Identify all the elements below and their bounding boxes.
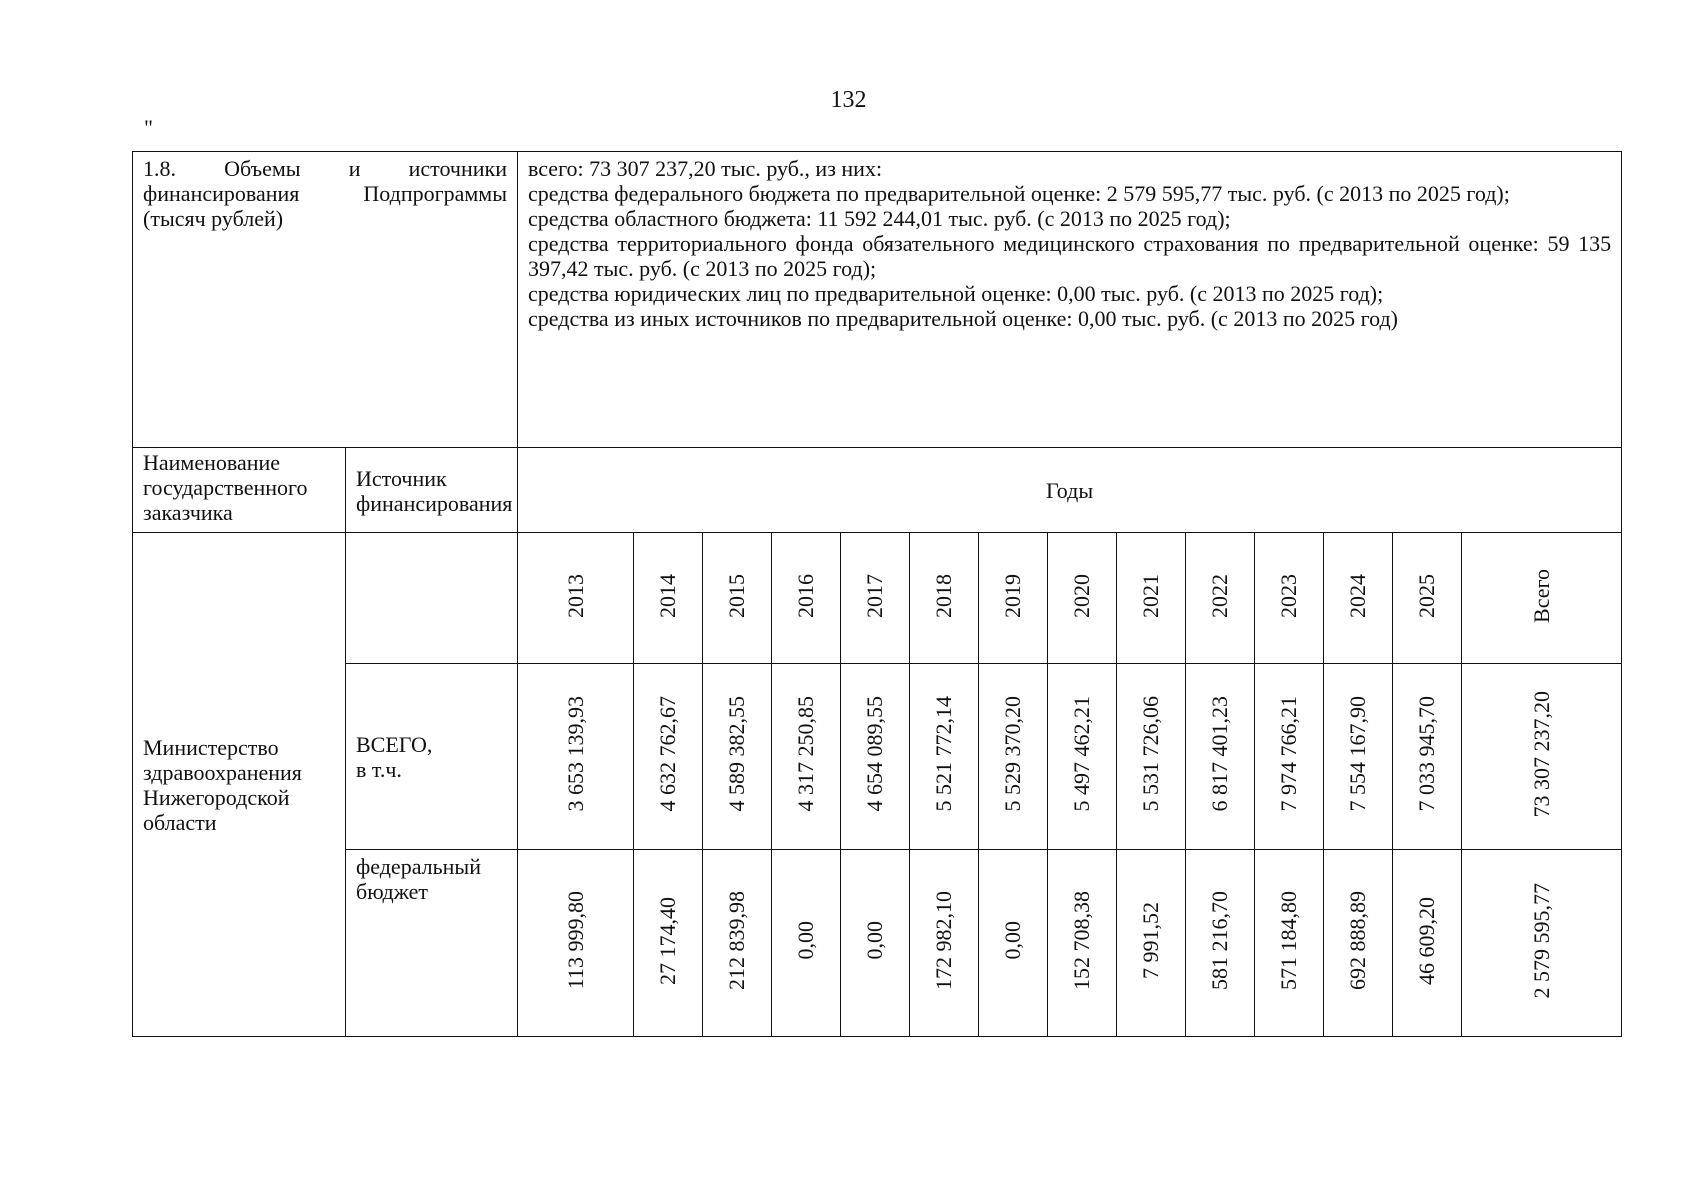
- value-cell: [1117, 850, 1186, 1037]
- value-text: 7 991,52: [1138, 902, 1164, 979]
- year-cell: [772, 533, 841, 664]
- funding-summary: [518, 152, 1622, 448]
- funding-line-regional: средства областного бюджета: 11 592 244,01 тыс. руб. (с 2013 по 2025 год);: [528, 206, 1231, 231]
- header-customer: Наименование государственного заказчика: [133, 448, 346, 533]
- source-federal: федеральный бюджет: [346, 850, 518, 1037]
- table-row-total: [133, 664, 1622, 850]
- year-cell: [910, 533, 979, 664]
- funding-label: 1.8. Объемы и источники финансирования Подпрограммы (тысяч рублей): [133, 152, 518, 448]
- year-label: 2022: [1207, 573, 1233, 618]
- value-cell: [634, 850, 703, 1037]
- year-cell: [1255, 533, 1324, 664]
- value-cell: [1324, 664, 1393, 850]
- value-text: 212 839,98: [724, 891, 750, 990]
- year-cell: [1048, 533, 1117, 664]
- value-text-total: 2 579 595,77: [1528, 882, 1554, 999]
- page-number: 132: [830, 87, 867, 113]
- funding-line-legal-entities: средства юридических лиц по предварительной оценке: 0,00 тыс. руб. (с 2013 по 2025 год);: [528, 281, 1384, 306]
- value-cell: [841, 664, 910, 850]
- year-label: 2025: [1414, 573, 1440, 618]
- year-cell: [1324, 533, 1393, 664]
- value-text: 4 654 089,55: [862, 696, 888, 812]
- value-text: 7 554 167,90: [1345, 696, 1371, 812]
- value-cell: [518, 850, 634, 1037]
- header-source: Источник финансирования: [346, 448, 518, 533]
- value-cell: [703, 664, 772, 850]
- value-text: 5 521 772,14: [931, 696, 957, 812]
- value-cell-total: [1462, 664, 1622, 850]
- year-label-total: Всего: [1528, 568, 1554, 623]
- value-cell: [1255, 850, 1324, 1037]
- funding-table: [132, 151, 1622, 1037]
- year-cell: [979, 533, 1048, 664]
- customer-name: Министерство здравоохранения Нижегородской области: [133, 533, 346, 1037]
- value-cell: [518, 664, 634, 850]
- value-cell: [634, 664, 703, 850]
- value-text: 5 497 462,21: [1069, 696, 1095, 812]
- value-cell: [1117, 664, 1186, 850]
- value-text: 571 184,80: [1276, 891, 1302, 990]
- value-cell: [910, 664, 979, 850]
- value-text: 172 982,10: [931, 891, 957, 990]
- value-text: 4 589 382,55: [724, 696, 750, 812]
- year-cell: [1393, 533, 1462, 664]
- year-cell: [1186, 533, 1255, 664]
- value-text: 6 817 401,23: [1207, 696, 1233, 812]
- year-cell-total: [1462, 533, 1622, 664]
- year-label: 2024: [1345, 573, 1371, 618]
- value-text: 46 609,20: [1414, 896, 1440, 985]
- header-years: Годы: [518, 448, 1622, 533]
- year-label: 2014: [655, 573, 681, 618]
- value-cell: [910, 850, 979, 1037]
- year-cell: [634, 533, 703, 664]
- value-text: 581 216,70: [1207, 891, 1233, 990]
- year-cell: [1117, 533, 1186, 664]
- year-label: 2020: [1069, 573, 1095, 618]
- year-label: 2016: [793, 573, 819, 618]
- table-row-federal: [133, 850, 1622, 1037]
- year-label: 2023: [1276, 573, 1302, 618]
- funding-line-federal: средства федерального бюджета по предварительной оценке: 2 579 595,77 тыс. руб. (с 2013 по 2025 год);: [528, 181, 1510, 206]
- year-cell: [703, 533, 772, 664]
- value-cell: [772, 850, 841, 1037]
- value-cell: [979, 664, 1048, 850]
- value-cell: [1324, 850, 1393, 1037]
- value-cell: [841, 850, 910, 1037]
- funding-line-other-sources: средства из иных источников по предварительной оценке: 0,00 тыс. руб. (с 2013 по 2025 год): [528, 306, 1398, 331]
- year-cell: [841, 533, 910, 664]
- value-text: 692 888,89: [1345, 891, 1371, 990]
- header-row: [133, 448, 1622, 533]
- funding-line-total: всего: 73 307 237,20 тыс. руб., из них:: [528, 156, 883, 181]
- value-text-total: 73 307 237,20: [1528, 690, 1554, 818]
- value-cell: [1048, 850, 1117, 1037]
- funding-summary-row: [133, 152, 1622, 448]
- value-text: 4 632 762,67: [655, 696, 681, 812]
- value-cell: [1048, 664, 1117, 850]
- opening-quote-mark: ": [144, 115, 153, 140]
- value-text: 27 174,40: [655, 896, 681, 985]
- value-text: 5 529 370,20: [1000, 696, 1026, 812]
- value-text: 0,00: [793, 921, 819, 960]
- value-text: 4 317 250,85: [793, 696, 819, 812]
- value-cell: [1393, 664, 1462, 850]
- value-cell: [772, 664, 841, 850]
- value-text: 7 033 945,70: [1414, 696, 1440, 812]
- value-text: 0,00: [1000, 921, 1026, 960]
- value-cell: [1186, 850, 1255, 1037]
- source-total: ВСЕГО, в т.ч.: [346, 664, 518, 850]
- value-text: 113 999,80: [562, 891, 588, 990]
- value-cell: [703, 850, 772, 1037]
- year-label: 2015: [724, 573, 750, 618]
- year-label: 2013: [562, 573, 588, 618]
- years-row: [133, 533, 1622, 664]
- year-cell: [518, 533, 634, 664]
- value-text: 0,00: [862, 921, 888, 960]
- value-cell: [979, 850, 1048, 1037]
- value-cell: [1255, 664, 1324, 850]
- value-cell-total: [1462, 850, 1622, 1037]
- year-label: 2019: [1000, 573, 1026, 618]
- value-text: 152 708,38: [1069, 891, 1095, 990]
- value-cell: [1393, 850, 1462, 1037]
- year-label: 2018: [931, 573, 957, 618]
- year-label: 2021: [1138, 573, 1164, 618]
- funding-line-insurance-fund: средства территориального фонда обязательного медицинского страхования по предварительной оценке: 59 135 397,42 тыс. руб. (с 2013 по 2025 год);: [528, 231, 1612, 281]
- value-cell: [1186, 664, 1255, 850]
- value-text: 7 974 766,21: [1276, 696, 1302, 812]
- years-row-source-empty: [346, 533, 518, 664]
- value-text: 5 531 726,06: [1138, 696, 1164, 812]
- year-label: 2017: [862, 573, 888, 618]
- value-text: 3 653 139,93: [562, 696, 588, 812]
